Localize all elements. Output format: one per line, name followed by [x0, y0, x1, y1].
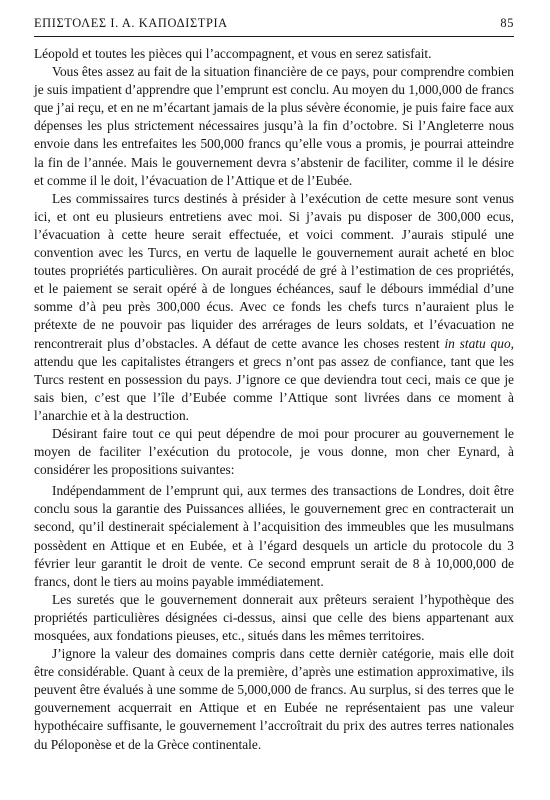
- paragraph-4: Désirant faire tout ce qui peut dépendre de moi pour procurer au gouvernement le moyen de faciliter l’exécution du protocole, je vous donne, mon cher Eynard, à considérer les propositions suivantes:: [34, 425, 514, 478]
- paragraph-3: [34, 190, 514, 425]
- running-header: [34, 16, 514, 31]
- page-number: 85: [500, 16, 514, 30]
- document-page: [34, 16, 514, 754]
- paragraph-5: Indépendamment de l’emprunt qui, aux termes des transactions de Londres, doit être conclu sous la garantie des Puissances alliées, le gouvernement grec en contracterait un second, qu’il destinerait spécialement à l’acquisition des immeubles que les musulmans possèdent en Attique et en Eubée, et à l’égard desquels un article du protocole du 3 février leur garantit le droit de vente. Ce second emprunt serait de 8 à 10,000,000 de francs, dont le tiers au moins payable immédiatement.: [34, 483, 514, 589]
- latin-phrase: in statu quo: [444, 335, 511, 351]
- paragraph-3-part-1: Les commissaires turcs destinés à présider à l’exécution de cette mesure sont venus ici, et ont eu plusieurs entretiens avec moi. Si j’avais pu disposer de 300,000 ecus, l’évacuation à cette heure serait effectuée, et voici comment. J’aurais stipulé une convention avec les Turcs, en vertu de laquelle le gouvernement aurait acheté en bloc toutes propriétés particulières. On aurait procédé de gré à l’estimation de ces propriétés, et le paiement se serait opéré à de longues échéances, sauf le débours immédial d’une somme d’à peu près 300,000 écus. Avec ce fonds les chefs turcs n’auraient plus le prétexte de ne pouvoir pas liquider des arrérages de leurs soldats, et l’évacuation ne rencontrerait plus d’obstacles. A défaut de cette avance les choses restent: [34, 190, 514, 351]
- header-rule: [34, 36, 514, 37]
- paragraph-2: Vous êtes assez au fait de la situation financière de ce pays, pour comprendre combien je suis impatient d’apprendre que l’emprunt est conclu. Au moyen du 1,000,000 de francs que j’ai reçu, et en ne m’écartant jamais de la plus sévère économie, je puis faire face aux dépenses les plus strictement nécessaires jusqu’à la fin d’octobre. Si l’Angleterre nous envoie dans les entrefaites les 500,000 francs qu’elle vous a promis, je pourrai atteindre la fin de l’année. Mais le gouvernement devra s’abstenir de faciliter, comme il le désire et comme il le doit, l’évacuation de l’Attique et de l’Eubée.: [34, 64, 514, 188]
- running-title: ΕΠΙΣΤΟΛΕΣ Ι. Α. ΚΑΠΟΔΙΣΤΡΙΑ: [34, 16, 228, 30]
- paragraph-7: J’ignore la valeur des domaines compris dans cette dernièr catégorie, mais elle doit être considérable. Quant à ceux de la première, d’après une estimation approximative, ils peuvent être évalués à une somme de 5,000,000 de francs. Au surplus, si des terres que le gouvernement acquerrait en Attique et en Eubée ne représentaient pas une valeur hypothécaire suffisante, le gouvernement l’accroîtrait du prix des autres terres nationales du Péloponèse et de la Grèce continentale.: [34, 646, 514, 752]
- paragraph-6: Les suretés que le gouvernement donnerait aux prêteurs seraient l’hypothèque des propriétés particulières désignées ci-dessus, ainsi que celle des biens appartenant aux mosquées, aux fondations pieuses, etc., situés dans les mêmes territoires.: [34, 591, 514, 643]
- body-text: [34, 45, 514, 754]
- paragraph-1: Léopold et toutes les pièces qui l’accompagnent, et vous en serez satisfait.: [34, 46, 432, 61]
- paragraph-3-part-2: , attendu que les capitalistes étrangers et grecs n’ont pas assez de confiance, tant que les Turcs restent en possession du pays. J’ignore ce que deviendra tout ceci, mais ce que je sais bien, c’est que l’île d’Eubée comme l’Attique sont livrées dans ce moment à l’anarchie et à la destruction.: [34, 335, 515, 423]
